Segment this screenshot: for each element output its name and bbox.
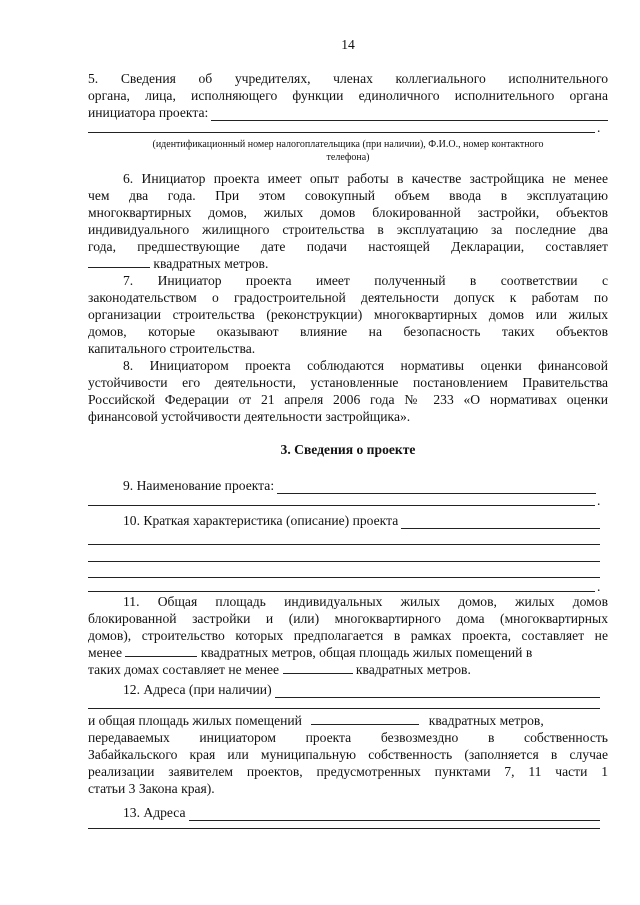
item10-blank-2[interactable] [88,544,600,545]
item6-line4: индивидуального жилищного строительства в эксплуатацию за последние два [88,222,608,237]
section3-title: 3. Сведения о проекте [280,442,416,457]
item12-line1 [123,681,600,698]
item11-line1: 11. Общая площадь индивидуальных жилых домов, жилых домов [123,594,608,609]
item10-blank-5[interactable] [88,591,595,592]
item8-line4: финансовой устойчивости деятельности застройщика». [88,409,411,424]
item12-line3: Забайкальского края или муниципальную собственность (заполняется в случае [88,747,608,762]
item6-line6 [88,255,608,272]
item13-blank-1[interactable] [189,808,600,821]
item8-line1: 8. Инициатором проекта соблюдаются нормативы оценки финансовой [123,358,608,373]
item12-blank-2[interactable] [88,708,600,709]
item12-area-unit: квадратных метров, [428,713,544,728]
item10-blank-1[interactable] [401,516,600,529]
item5-blank-2[interactable] [88,132,595,133]
item10-label: 10. Краткая характеристика (описание) проекта [123,513,399,528]
item9-line1 [123,477,596,494]
item11-line4 [88,644,608,661]
item5-period: . [597,120,601,135]
item6-area-unit: квадратных метров. [153,256,269,271]
item6-line5: года, предшествующие дате подачи настоящей Декларации, составляет [88,239,608,254]
item7-line4: домов, которые оказывают влияние на безопасность таких объектов [88,324,608,339]
item9-blank-2[interactable] [88,505,595,506]
item5-line3 [88,104,608,121]
item11-line5 [88,661,608,678]
item5-line2: органа, лица, исполняющего функции единоличного исполнительного органа [88,88,608,103]
item11-total-area-blank[interactable] [125,644,197,657]
item5-blank-1[interactable] [211,108,608,121]
item11-line2: блокированной застройки и (или) многоквартирного дома (многоквартирных [88,611,608,626]
item13-line1 [123,804,600,821]
item12-blank-1[interactable] [275,685,600,698]
item10-line1 [123,512,600,529]
item10-blank-3[interactable] [88,561,600,562]
item10-blank-4[interactable] [88,577,600,578]
item9-period: . [597,493,601,508]
item5-line1: 5. Сведения об учредителях, членах коллегиального исполнительного [88,71,608,86]
item11-line4-text: квадратных метров, общая площадь жилых помещений в [200,645,533,660]
item13-label: 13. Адреса [123,805,186,820]
item12-area-line [88,712,608,729]
item12-line2: передаваемых инициатором проекта безвозмездно в собственность [88,730,608,745]
item5-label: инициатора проекта: [88,105,209,120]
item12-line5: статьи 3 Закона края). [88,781,215,796]
item9-blank-1[interactable] [277,481,596,494]
item10-period: . [597,579,601,594]
item8-line3: Российской Федерации от 21 апреля 2006 года № 233 «О нормативах оценки [88,392,608,407]
item11-min-label: менее [88,645,122,660]
item11-line3: домов), строительство которых предполагается в рамках проекта, составляет не [88,628,608,643]
item7-line1: 7. Инициатор проекта имеет полученный в соответствии с [123,273,608,288]
item11-living-area-blank[interactable] [283,661,353,674]
item12-line4: реализации заявителем проектов, предусмотренных пунктами 7, 11 части 1 [88,764,608,779]
item11-line5-unit: квадратных метров. [355,662,471,677]
item12-area-label: и общая площадь жилых помещений [88,713,302,728]
item6-line3: многоквартирных домов, жилых домов блокированной застройки, объектов [88,205,608,220]
item9-label: 9. Наименование проекта: [123,478,275,493]
item7-line3: организации строительства (реконструкции) многоквартирных домов или жилых [88,307,608,322]
item11-living-label: таких домах составляет не менее [88,662,280,677]
item12-area-blank[interactable] [311,712,419,725]
item7-line5: капитального строительства. [88,341,256,356]
item6-area-blank[interactable] [88,255,150,268]
item7-line2: законодательством о градостроительной деятельности допуск к работам по [88,290,608,305]
item6-line1: 6. Инициатор проекта имеет опыт работы в качестве застройщика не менее [123,171,608,186]
item8-line2: устойчивости его деятельности, установленные постановлением Правительства [88,375,608,390]
item5-hint-line2: телефона) [326,152,370,163]
page-number: 14 [341,37,355,52]
item12-label: 12. Адреса (при наличии) [123,682,272,697]
item6-line2: чем два года. При этом совокупный объем ввода в эксплуатацию [88,188,608,203]
item13-blank-2[interactable] [88,828,600,829]
item5-hint-line1: (идентификационный номер налогоплательщика (при наличии), Ф.И.О., номер контактного [152,139,544,150]
